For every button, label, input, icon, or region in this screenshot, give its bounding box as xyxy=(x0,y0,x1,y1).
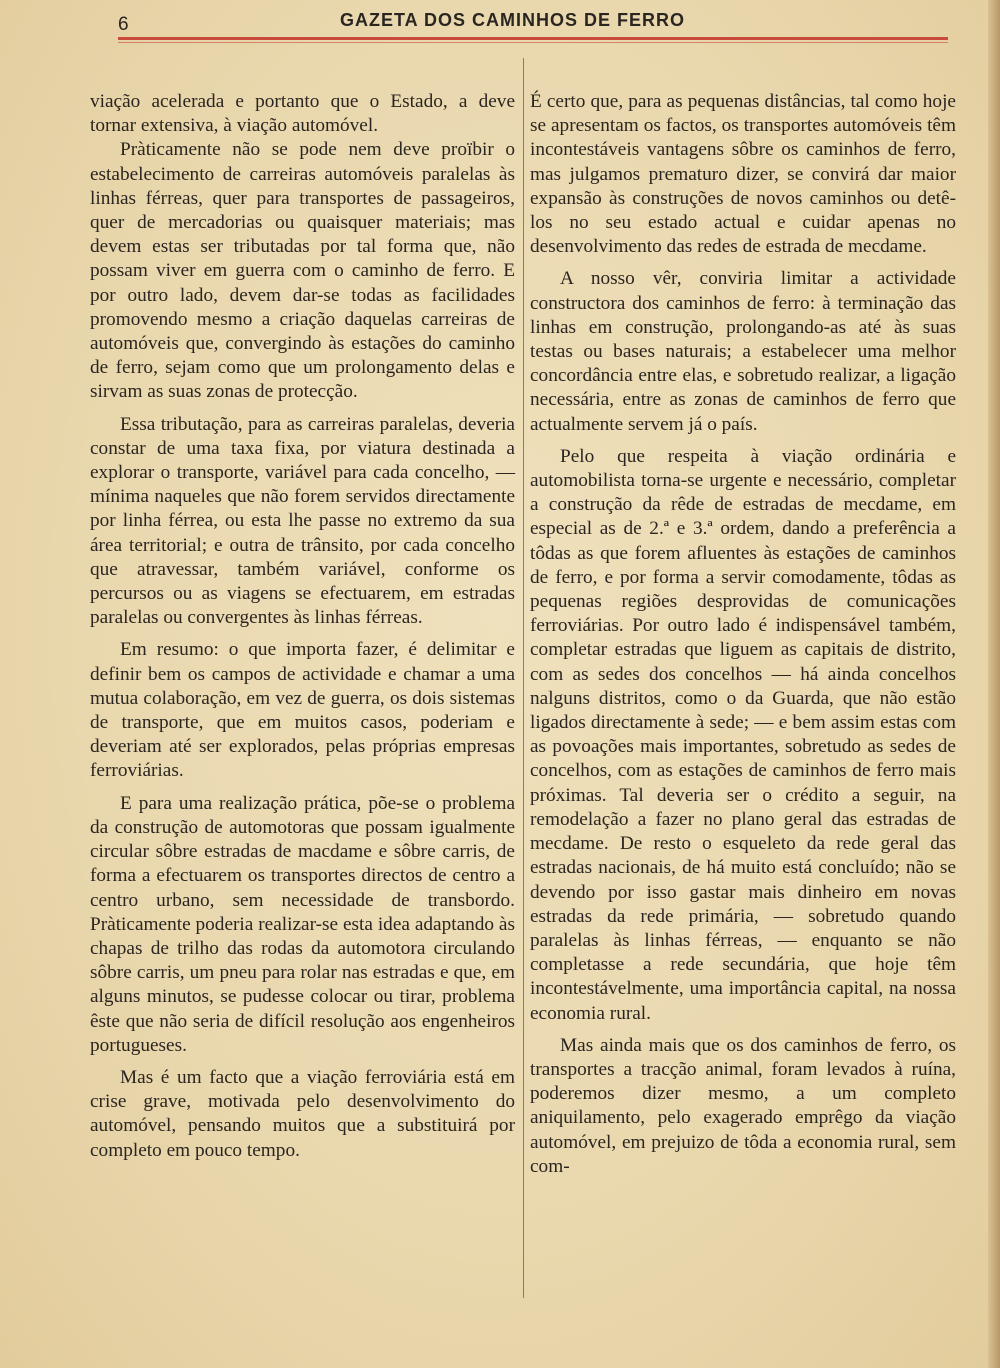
column-divider xyxy=(523,58,524,1298)
page-edge xyxy=(988,0,1000,1368)
paragraph: Em resumo: o que importa fazer, é delimitar e definir bem os campos de actividade e chamar a uma mutua colaboração, em vez de guerra, os dois sistemas de transporte, que em muitos casos, poderiam e deveriam até ser explorados, pelas próprias empresas ferroviárias. xyxy=(90,639,515,782)
paragraph: Essa tributação, para as carreiras paralelas, deveria constar de uma taxa fixa, por viatura destinada a explorar o transporte, variável para cada concelho, — mínima naqueles que não forem servidos directamente por linha férrea, ou esta lhe passe no extremo da sua área territorial; e outra de trânsito, por cada concelho que atravessar, também variável, conforme os percursos ou as viagens se efectuarem, em estradas paralelas ou convergentes às linhas férreas. xyxy=(90,413,515,629)
paragraph: É certo que, para as pequenas distâncias, tal como hoje se apresentam os factos, os transportes automóveis têm incontestáveis vantagens sôbre os caminhos de ferro, mas julgamos prematuro dizer, se convirá dar maior expansão às construções de novos caminhos ou detê-los no seu estado actual e cuidar apenas no desenvolvimento das redes de estrada de mecdame. xyxy=(530,91,956,258)
paragraph: Mas ainda mais que os dos caminhos de ferro, os transportes a tracção animal, foram levados à ruína, poderemos dizer mesmo, a um completo aniquilamento, pelo exagerado emprêgo da viação automóvel, em prejuizo de tôda a economia rural, sem com- xyxy=(530,1034,956,1177)
page-number: 6 xyxy=(118,14,129,35)
header-rule xyxy=(118,37,948,40)
paragraph: Pràticamente não se pode nem deve proïbir o estabelecimento de carreiras automóveis paralelas às linhas férreas, quer para transportes de passageiros, quer de mercadorias ou quaisquer materiais; mas devem estas ser tributadas por tal forma que, não possam viver em guerra com o caminho de ferro. E por outro lado, devem dar-se todas as facilidades promovendo mesmo a criação daquelas carreiras de automóveis que, convergindo às estações do caminho de ferro, sejam como que um prolongamento delas e sirvam as suas zonas de protecção. xyxy=(90,139,515,403)
paragraph: Mas é um facto que a viação ferroviária está em crise grave, motivada pelo desenvolvimento do automóvel, pensando muitos que a substituirá por completo em pouco tempo. xyxy=(90,1066,515,1161)
right-column xyxy=(530,90,956,1179)
paragraph: Pelo que respeita à viação ordinária e automobilista torna-se urgente e necessário, completar a construção da rêde de estradas de mecdame, em especial as de 2.ª e 3.ª ordem, dando a preferência a tôdas as que forem afluentes às estações de caminhos de ferro, e por forma a servir comodamente, tôdas as pequenas regiões desprovidas de comunicações ferroviárias. Por outro lado é indispensável também, completar estradas que liguem as capitais de distrito, com as sedes dos concelhos — há ainda concelhos nalguns distritos, como o da Guarda, que não estão ligados directamente à sede; — e bem assim estas com as povoações mais importantes, sobretudo as sedes de concelhos, com as estações de caminhos de ferro mais próximas. Tal deveria ser o crédito a seguir, na remodelação a fazer no plano geral das estradas de mecdame. De resto o esqueleto da rede geral das estradas nacionais, de há muito está concluído; não se devendo por isso gastar mais dinheiro em novas estradas da rede primária, — sobretudo quando paralelas às linhas férreas, — enquanto se não completasse a rede secundária, que hoje têm incontestávelmente, uma importância capital, na nossa economia rural. xyxy=(530,445,956,1024)
header-rule-thin xyxy=(118,42,948,43)
paragraph: viação acelerada e portanto que o Estado, a deve tornar extensiva, à viação automóvel. xyxy=(90,91,515,137)
left-column xyxy=(90,90,515,1163)
publication-title: GAZETA DOS CAMINHOS DE FERRO xyxy=(340,10,686,30)
paragraph: E para uma realização prática, põe-se o problema da construção de automotoras que possam igualmente circular sôbre estradas de macdame e sôbre carris, de forma a efectuarem os transportes directos de centro a centro urbano, sem necessidade de transbordo. Pràticamente poderia realizar-se esta idea adaptando às chapas de trilho das rodas da automotora circulando sôbre carris, um pneu para rolar nas estradas e que, em alguns minutos, se pudesse colocar ou tirar, problema êste que não seria de difícil resolução aos engenheiros portugueses. xyxy=(90,792,515,1056)
paragraph: A nosso vêr, conviria limitar a actividade constructora dos caminhos de ferro: à terminação das linhas em construção, prolongando-as até às suas testas ou bases naturais; a estabelecer uma melhor concordância entre elas, e sobretudo realizar, a ligação necessária, entre as zonas de caminhos de ferro que actualmente servem já o país. xyxy=(530,268,956,435)
page-header xyxy=(0,0,1000,50)
